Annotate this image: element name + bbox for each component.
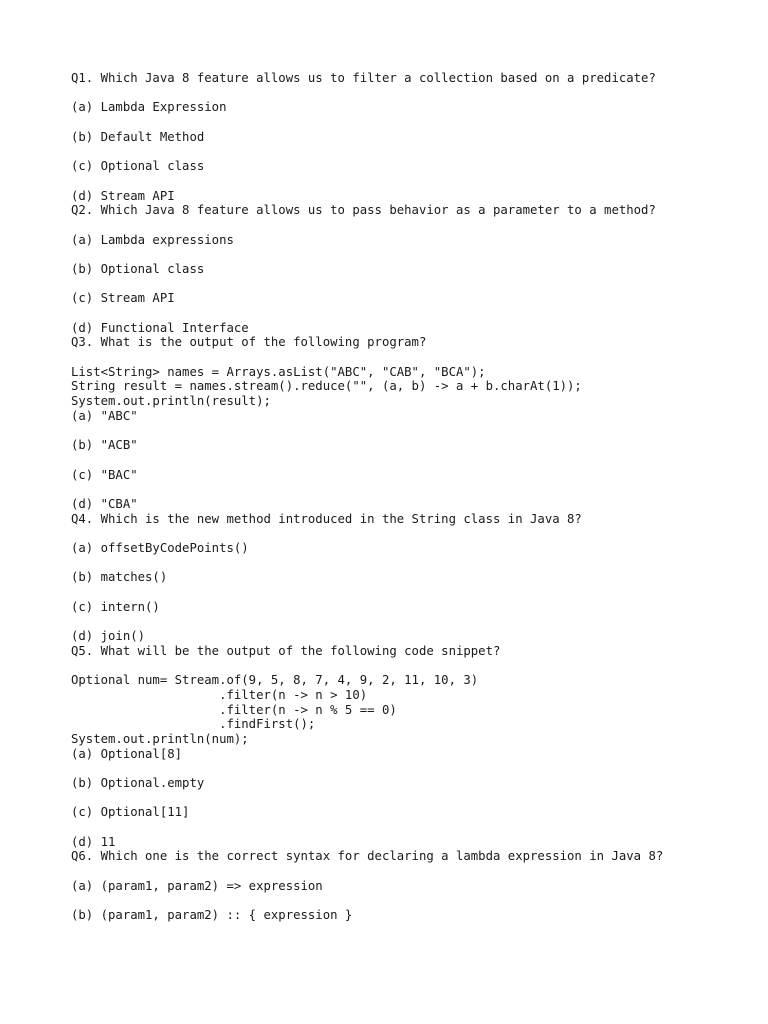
code-line: System.out.println(result); bbox=[71, 394, 271, 409]
question-text: Q5. What will be the output of the following code snippet? bbox=[71, 643, 501, 658]
code-line: .filter(n -> n % 5 == 0) bbox=[71, 702, 397, 717]
question-block bbox=[71, 512, 751, 644]
question-block bbox=[71, 335, 751, 511]
answer-option: (a) Lambda expressions bbox=[71, 232, 234, 247]
answer-option: (a) offsetByCodePoints() bbox=[71, 541, 249, 555]
code-line: String result = names.stream().reduce("", (a, b) -> a + b.charAt(1)); bbox=[71, 379, 582, 394]
answer-option: (b) "ACB" bbox=[71, 438, 138, 453]
answer-option: (d) 11 bbox=[71, 834, 116, 849]
answer-option: (a) Optional[8] bbox=[71, 746, 183, 761]
answer-option: (c) Stream API bbox=[71, 291, 175, 306]
answer-option: (d) join() bbox=[71, 629, 146, 644]
quiz-document bbox=[71, 71, 751, 923]
question-block bbox=[71, 644, 751, 850]
code-line: List<String> names = Arrays.asList("ABC", "CAB", "BCA"); bbox=[71, 364, 486, 379]
answer-option: (a) (param1, param2) => expression bbox=[71, 878, 323, 893]
answer-option: (a) Lambda Expression bbox=[71, 100, 227, 115]
answer-option: (b) Optional.empty bbox=[71, 776, 205, 790]
question-text: Q3. What is the output of the following program? bbox=[71, 335, 427, 350]
code-line: .filter(n -> n > 10) bbox=[71, 687, 368, 702]
question-text: Q4. Which is the new method introduced in the String class in Java 8? bbox=[71, 511, 582, 526]
answer-option: (b) Optional class bbox=[71, 261, 205, 276]
answer-option: (b) matches() bbox=[71, 570, 168, 585]
code-line: .findFirst(); bbox=[71, 717, 316, 732]
answer-option: (a) "ABC" bbox=[71, 408, 138, 423]
answer-option: (d) "CBA" bbox=[71, 496, 138, 511]
answer-option: (c) "BAC" bbox=[71, 467, 138, 482]
code-line: System.out.println(num); bbox=[71, 731, 249, 746]
answer-option: (c) intern() bbox=[71, 599, 160, 614]
answer-option: (b) Default Method bbox=[71, 129, 205, 144]
question-block bbox=[71, 203, 751, 335]
answer-option: (c) Optional class bbox=[71, 159, 205, 174]
question-text: Q1. Which Java 8 feature allows us to filter a collection based on a predicate? bbox=[71, 71, 656, 85]
question-text: Q6. Which one is the correct syntax for declaring a lambda expression in Java 8? bbox=[71, 849, 664, 864]
answer-option: (c) Optional[11] bbox=[71, 805, 190, 820]
answer-option: (d) Stream API bbox=[71, 188, 175, 203]
answer-option: (b) (param1, param2) :: { expression } bbox=[71, 908, 353, 923]
question-block bbox=[71, 849, 751, 922]
code-line: Optional num= Stream.of(9, 5, 8, 7, 4, 9, 2, 11, 10, 3) bbox=[71, 673, 479, 688]
answer-option: (d) Functional Interface bbox=[71, 320, 249, 335]
question-text: Q2. Which Java 8 feature allows us to pass behavior as a parameter to a method? bbox=[71, 203, 656, 218]
question-block bbox=[71, 71, 751, 203]
